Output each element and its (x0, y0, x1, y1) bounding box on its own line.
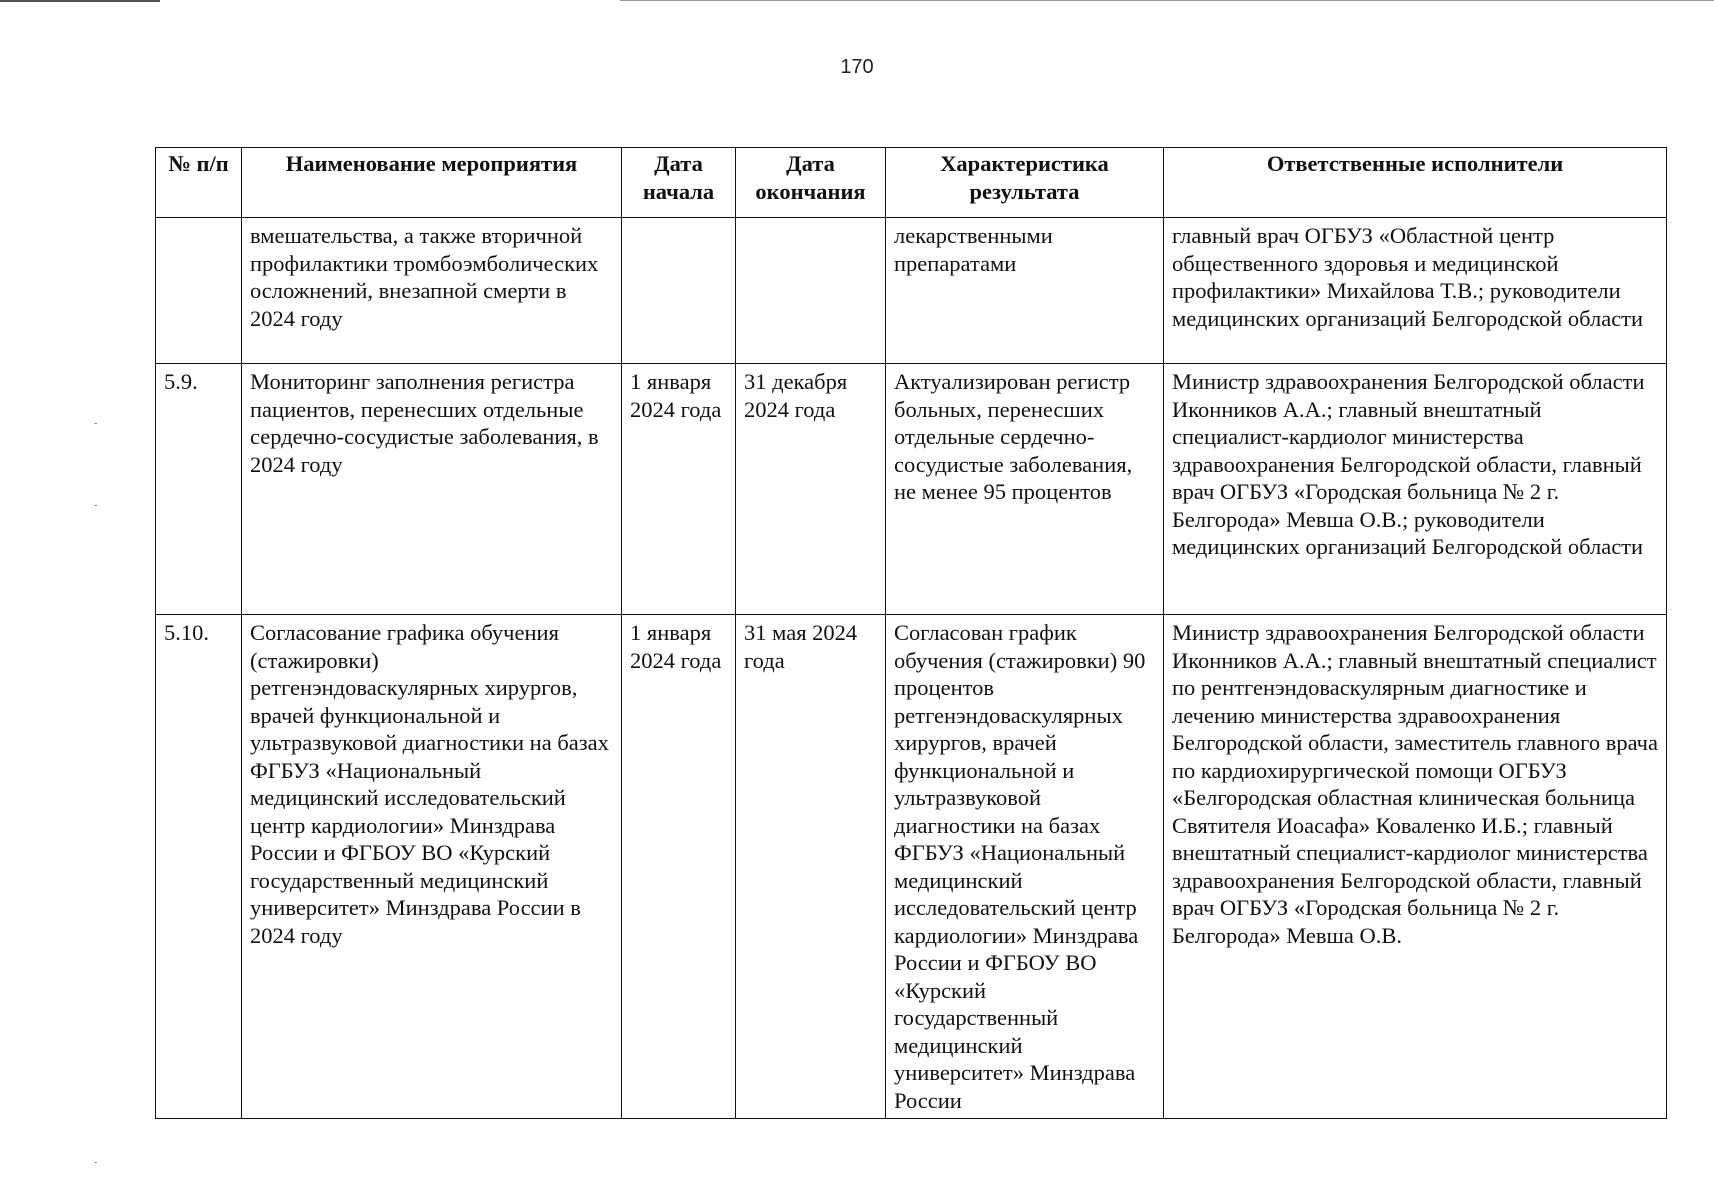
table-header-row (156, 148, 1667, 218)
cell-result: Актуализирован регистр больных, перенесших отдельные сердечно-сосудистые заболевания, не менее 95 процентов (886, 364, 1164, 615)
header-number: № п/п (156, 148, 242, 218)
margin-mark (94, 505, 97, 506)
page-number: 170 (840, 56, 874, 78)
cell-event-name: Мониторинг заполнения регистра пациентов, перенесших отдельные сердечно-сосудистые заболевания, в 2024 году (242, 364, 622, 615)
cell-end-date: 31 мая 2024 года (736, 615, 886, 1119)
cell-end-date: 31 декабря 2024 года (736, 364, 886, 615)
scan-edge-top-right (620, 0, 1714, 1)
events-table (155, 147, 1667, 1119)
cell-start-date (622, 218, 736, 364)
header-start-date: Дата начала (622, 148, 736, 218)
cell-number: 5.10. (156, 615, 242, 1119)
cell-result: лекарственными препаратами (886, 218, 1164, 364)
cell-number: 5.9. (156, 364, 242, 615)
cell-responsible: Министр здравоохранения Белгородской области Иконников А.А.; главный внештатный специалист по рентгенэндоваскулярным диагностике и лечению министерства здравоохранения Белгородской области, заместитель главного врача по кардиохирургической помощи ОГБУЗ «Белгородская областная клиническая больница Святителя Иоасафа» Коваленко И.Б.; главный внештатный специалист-кардиолог министерства здравоохранения Белгородской области, главный врач ОГБУЗ «Городская больница № 2 г. Белгорода» Мевша О.В. (1164, 615, 1667, 1119)
cell-event-name: Согласование графика обучения (стажировки) ретгенэндоваскулярных хирургов, врачей функциональной и ультразвуковой диагностики на базах ФГБУЗ «Национальный медицинский исследовательский центр кардиологии» Минздрава России и ФГБОУ ВО «Курский государственный медицинский университет» Минздрава России в 2024 году (242, 615, 622, 1119)
margin-mark (94, 423, 97, 424)
table-row (156, 364, 1667, 615)
scan-edge-top-left (0, 0, 160, 2)
header-responsible: Ответственные исполнители (1164, 148, 1667, 218)
cell-start-date: 1 января 2024 года (622, 364, 736, 615)
cell-start-date: 1 января 2024 года (622, 615, 736, 1119)
header-event-name: Наименование мероприятия (242, 148, 622, 218)
cell-result: Согласован график обучения (стажировки) 90 процентов ретгенэндоваскулярных хирургов, врачей функциональной и ультразвуковой диагностики на базах ФГБУЗ «Национальный медицинский исследовательский центр кардиологии» Минздрава России и ФГБОУ ВО «Курский государственный медицинский университет» Минздрава России (886, 615, 1164, 1119)
cell-responsible: Министр здравоохранения Белгородской области Иконников А.А.; главный внештатный специалист-кардиолог министерства здравоохранения Белгородской области, главный врач ОГБУЗ «Городская больница № 2 г. Белгорода» Мевша О.В.; руководители медицинских организаций Белгородской области (1164, 364, 1667, 615)
table-row (156, 218, 1667, 364)
header-end-date: Дата окончания (736, 148, 886, 218)
margin-mark (94, 1162, 97, 1163)
cell-event-name: вмешательства, а также вторичной профилактики тромбоэмболических осложнений, внезапной смерти в 2024 году (242, 218, 622, 364)
cell-number (156, 218, 242, 364)
cell-responsible: главный врач ОГБУЗ «Областной центр общественного здоровья и медицинской профилактики» Михайлова Т.В.; руководители медицинских организаций Белгородской области (1164, 218, 1667, 364)
header-result: Характеристика результата (886, 148, 1164, 218)
table-row (156, 615, 1667, 1119)
cell-end-date (736, 218, 886, 364)
